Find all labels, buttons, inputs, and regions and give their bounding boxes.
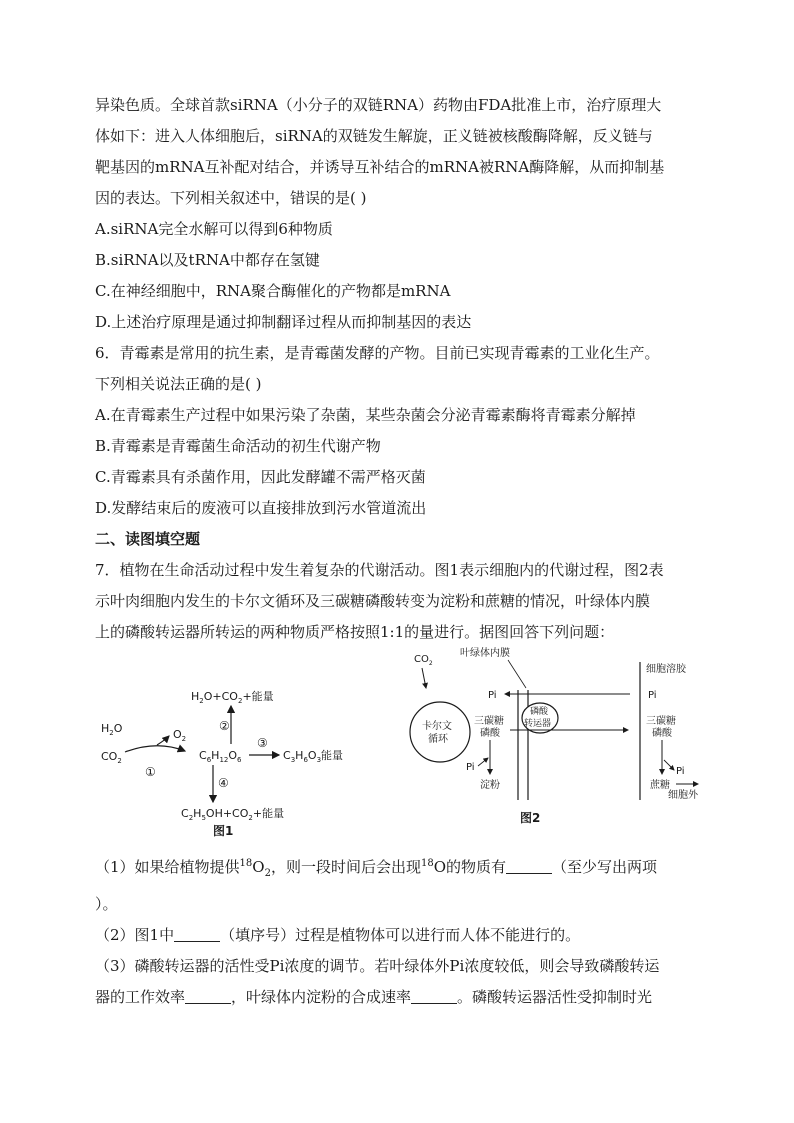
answer-blank[interactable] xyxy=(185,989,231,1004)
fig1-h2o: $H_2O$ xyxy=(101,722,123,737)
fig1-arrow-photosynthesis xyxy=(125,746,185,752)
q6-stem-line: 6．青霉素是常用的抗生素，是青霉菌发酵的产物。目前已实现青霉素的工业化生产。 xyxy=(95,344,660,362)
fig2-sucrose: 蔗糖 xyxy=(650,780,670,791)
q5-option-c: C.在神经细胞中，RNA聚合酶催化的产物都是mRNA xyxy=(95,282,451,300)
fig2-pi-starch: Pi xyxy=(466,762,475,773)
fig2-caption: 图2 xyxy=(520,811,541,825)
svg-text:磷酸: 磷酸 xyxy=(480,728,500,739)
q7-sub1-cont: ）。 xyxy=(95,895,118,913)
q6-option-b: B.青霉素是青霉菌生命活动的初生代谢产物 xyxy=(95,437,381,455)
page-content xyxy=(95,90,715,1013)
svg-text:循环: 循环 xyxy=(428,734,448,745)
fig1-glucose: $C_6H_{12}O_6$ xyxy=(199,749,242,764)
q5-option-a: A.siRNA完全水解可以得到6种物质 xyxy=(95,220,333,238)
q7-stem-line: 示叶肉细胞内发生的卡尔文循环及三碳糖磷酸转变为淀粉和蔗糖的情况，叶绿体内膜 xyxy=(95,592,651,610)
fig1-co2: $CO_2$ xyxy=(101,750,122,765)
fig2-co2: $CO_2$ xyxy=(414,654,433,667)
q7-sub2: （2）图1中 （填序号）过程是植物体可以进行而人体不能进行的。 xyxy=(95,926,581,944)
fig1-o2: $O_2$ xyxy=(173,728,187,743)
fig1-bottom-product: $C_2H_5OH+CO_2+$能量 xyxy=(181,807,285,822)
q6-stem-line: 下列相关说法正确的是( ) xyxy=(95,375,262,393)
answer-blank[interactable] xyxy=(411,989,457,1004)
fig2-transporter-label: 磷酸 xyxy=(530,707,549,717)
q7-sub1: （1）如果给植物提供$^{18}O_2$，则一段时间后会出现$^{18}$O的物质有 （至少写出两项 xyxy=(95,858,658,879)
figure-2 xyxy=(400,642,710,832)
fig2-pi-sucrose: Pi xyxy=(676,766,685,777)
q5-option-b: B.siRNA以及tRNA中都存在氢键 xyxy=(95,251,320,269)
q5-stem-line: 因的表达。下列相关叙述中，错误的是( ) xyxy=(95,189,367,207)
fig2-c3p-inside: 三碳糖 xyxy=(474,716,504,727)
fig2-calvin-cycle xyxy=(410,702,470,762)
q5-option-d: D.上述治疗原理是通过抑制翻译过程从而抑制基因的表达 xyxy=(95,313,472,331)
fig1-n4: ④ xyxy=(218,776,229,790)
fig1-n2: ② xyxy=(219,719,230,733)
q7-sub3-line1: （3）磷酸转运器的活性受Pi浓度的调节。若叶绿体外Pi浓度较低，则会导致磷酸转运 xyxy=(95,957,660,975)
q6-option-a: A.在青霉素生产过程中如果污染了杂菌，某些杂菌会分泌青霉素酶将青霉素分解掉 xyxy=(95,406,636,424)
q6-option-d: D.发酵结束后的废液可以直接排放到污水管道流出 xyxy=(95,499,427,517)
fig1-n3: ③ xyxy=(257,736,268,750)
fig2-outside: 细胞外 xyxy=(668,790,698,801)
fig2-cytosol-label: 细胞溶胶 xyxy=(646,664,686,675)
fig1-right-product: $C_3H_6O_3$能量 xyxy=(283,749,344,764)
figures xyxy=(95,648,715,842)
q7-sub3-line2: 器的工作效率 ，叶绿体内淀粉的合成速率 。磷酸转运器活性受抑制时光 xyxy=(95,988,653,1006)
q5-stem-line: 体如下：进入人体细胞后，siRNA的双链发生解旋，正义链被核酸酶降解，反义链与 xyxy=(95,127,653,145)
svg-text:转运器: 转运器 xyxy=(524,719,552,729)
q7-stem-line: 7．植物在生命活动过程中发生着复杂的代谢活动。图1表示细胞内的代谢过程，图2表 xyxy=(95,561,664,579)
fig2-pi-outside: Pi xyxy=(648,690,657,701)
q7-stem-line: 上的磷酸转运器所转运的两种物质严格按照1:1的量进行。据图回答下列问题： xyxy=(95,623,615,641)
q5-stem-line: 靶基因的mRNA互补配对结合，并诱导互补结合的mRNA被RNA酶降解，从而抑制基 xyxy=(95,158,665,176)
fig1-n1: ① xyxy=(145,765,156,779)
q6-option-c: C.青霉素具有杀菌作用，因此发酵罐不需严格灭菌 xyxy=(95,468,426,486)
fig1-top-product: $H_2O+CO_2+$能量 xyxy=(191,690,274,705)
fig2-c3p-outside: 三碳糖 xyxy=(646,716,676,727)
fig2-pi-inside: Pi xyxy=(488,690,497,701)
fig1-caption: 图1 xyxy=(213,824,234,838)
section-heading: 二、读图填空题 xyxy=(95,530,201,548)
answer-blank[interactable] xyxy=(506,859,552,874)
fig2-calvin-label: 卡尔文 xyxy=(422,721,452,732)
figure-1 xyxy=(95,652,365,842)
svg-text:磷酸: 磷酸 xyxy=(652,728,672,739)
answer-blank[interactable] xyxy=(174,927,220,942)
fig2-starch: 淀粉 xyxy=(480,780,500,791)
fig2-inner-membrane-label: 叶绿体内膜 xyxy=(460,648,510,659)
q5-stem-line: 异染色质。全球首款siRNA（小分子的双链RNA）药物由FDA批准上市，治疗原理大 xyxy=(95,96,662,114)
